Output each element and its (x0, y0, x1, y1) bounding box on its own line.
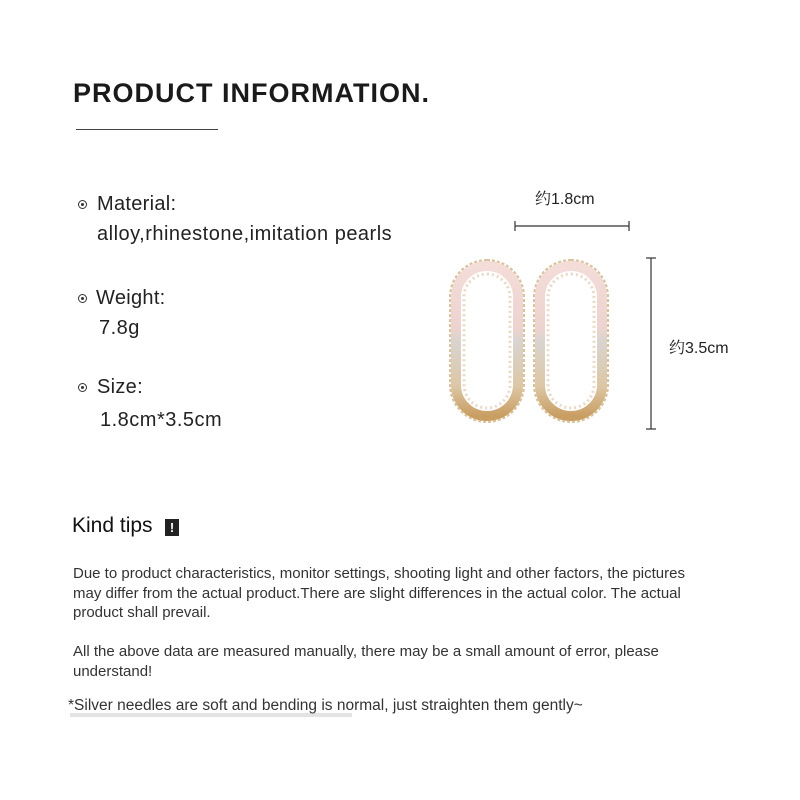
spec-label-material: Material: (97, 193, 177, 215)
spec-label-size: Size: (97, 376, 143, 398)
warning-icon: ! (165, 519, 179, 536)
right-earring (534, 260, 608, 422)
page-title: PRODUCT INFORMATION. (73, 78, 430, 108)
height-dimension-label: 约3.5cm (669, 340, 729, 357)
spec-value-size: 1.8cm*3.5cm (100, 409, 223, 431)
title-divider (76, 129, 218, 130)
width-dimension-line (515, 221, 629, 231)
height-dimension-line (646, 258, 656, 429)
bullet-icon (78, 200, 87, 209)
tips-paragraph-measurement: All the above data are measured manually, there may be a small amount of error, please understand! (73, 643, 659, 680)
spec-value-material: alloy,rhinestone,imitation pearls (97, 223, 393, 245)
kind-tips-title: Kind tips (72, 514, 153, 537)
earrings-product-image (420, 210, 680, 440)
silver-needle-note: *Silver needles are soft and bending is normal, just straighten them gently~ (68, 697, 583, 714)
width-dimension-label: 约1.8cm (535, 191, 595, 208)
left-earring (450, 260, 524, 422)
bullet-icon (78, 383, 87, 392)
tips-paragraph-disclaimer: Due to product characteristics, monitor settings, shooting light and other factors, the pictures may differ from the actual product.There are slight differences in the actual color. The actual product shall prevail. (73, 565, 685, 621)
bullet-icon (78, 294, 87, 303)
spec-label-weight: Weight: (96, 287, 166, 309)
spec-value-weight: 7.8g (99, 317, 140, 339)
